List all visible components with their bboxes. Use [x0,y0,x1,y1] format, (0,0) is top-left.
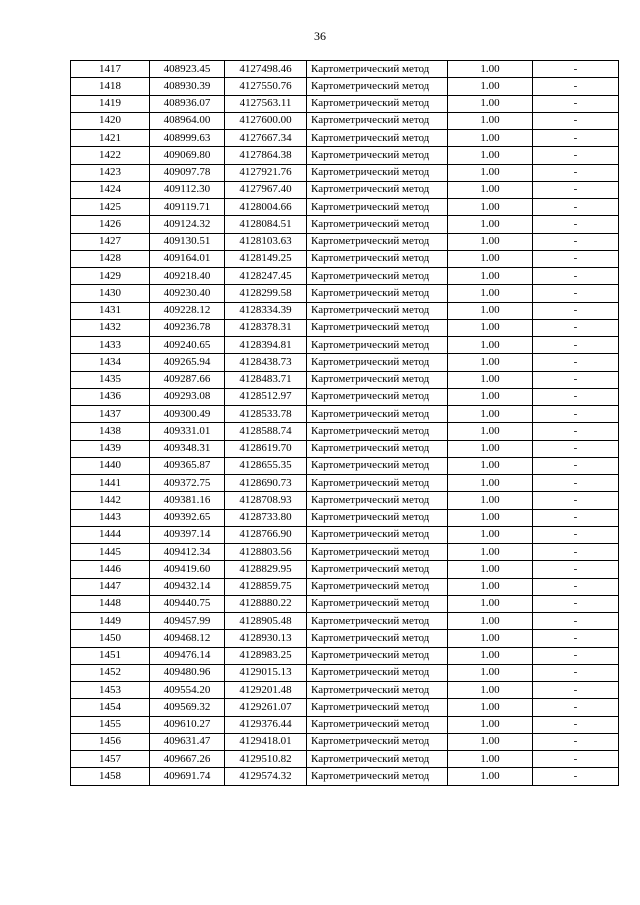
x-coordinate-cell: 409667.26 [150,751,225,768]
description-cell: - [533,199,619,216]
x-coordinate-cell: 409381.16 [150,492,225,509]
table-body [71,61,619,786]
x-coordinate-cell: 409432.14 [150,578,225,595]
point-number-cell: 1458 [71,768,150,785]
description-cell: - [533,285,619,302]
description-cell: - [533,130,619,147]
point-number-cell: 1445 [71,544,150,561]
method-cell: Картометрический метод [307,388,448,405]
x-coordinate-cell: 409228.12 [150,302,225,319]
accuracy-cell: 1.00 [448,181,533,198]
accuracy-cell: 1.00 [448,95,533,112]
point-number-cell: 1430 [71,285,150,302]
table-row [71,475,619,492]
x-coordinate-cell: 409112.30 [150,181,225,198]
table-row [71,233,619,250]
table-row [71,112,619,129]
description-cell: - [533,78,619,95]
y-coordinate-cell: 4127921.76 [225,164,307,181]
table-row [71,630,619,647]
accuracy-cell: 1.00 [448,388,533,405]
x-coordinate-cell: 409480.96 [150,664,225,681]
point-number-cell: 1421 [71,130,150,147]
table-row [71,440,619,457]
y-coordinate-cell: 4128103.63 [225,233,307,250]
x-coordinate-cell: 409164.01 [150,250,225,267]
description-cell: - [533,147,619,164]
table-row [71,337,619,354]
description-cell: - [533,250,619,267]
method-cell: Картометрический метод [307,630,448,647]
x-coordinate-cell: 409331.01 [150,423,225,440]
accuracy-cell: 1.00 [448,371,533,388]
accuracy-cell: 1.00 [448,164,533,181]
accuracy-cell: 1.00 [448,112,533,129]
accuracy-cell: 1.00 [448,78,533,95]
description-cell: - [533,613,619,630]
table-row [71,751,619,768]
y-coordinate-cell: 4128533.78 [225,406,307,423]
y-coordinate-cell: 4128483.71 [225,371,307,388]
point-number-cell: 1425 [71,199,150,216]
method-cell: Картометрический метод [307,112,448,129]
y-coordinate-cell: 4127667.34 [225,130,307,147]
x-coordinate-cell: 409691.74 [150,768,225,785]
table-row [71,544,619,561]
x-coordinate-cell: 409468.12 [150,630,225,647]
table-row [71,302,619,319]
accuracy-cell: 1.00 [448,561,533,578]
description-cell: - [533,61,619,78]
point-number-cell: 1418 [71,78,150,95]
accuracy-cell: 1.00 [448,613,533,630]
x-coordinate-cell: 408936.07 [150,95,225,112]
accuracy-cell: 1.00 [448,647,533,664]
x-coordinate-cell: 409365.87 [150,457,225,474]
method-cell: Картометрический метод [307,613,448,630]
method-cell: Картометрический метод [307,337,448,354]
x-coordinate-cell: 408930.39 [150,78,225,95]
table-row [71,509,619,526]
description-cell: - [533,181,619,198]
table-row [71,492,619,509]
description-cell: - [533,664,619,681]
y-coordinate-cell: 4128619.70 [225,440,307,457]
accuracy-cell: 1.00 [448,509,533,526]
point-number-cell: 1438 [71,423,150,440]
table-row [71,199,619,216]
point-number-cell: 1442 [71,492,150,509]
y-coordinate-cell: 4128004.66 [225,199,307,216]
table-row [71,319,619,336]
method-cell: Картометрический метод [307,95,448,112]
point-number-cell: 1437 [71,406,150,423]
point-number-cell: 1441 [71,475,150,492]
y-coordinate-cell: 4127967.40 [225,181,307,198]
y-coordinate-cell: 4128394.81 [225,337,307,354]
x-coordinate-cell: 409392.65 [150,509,225,526]
x-coordinate-cell: 408964.00 [150,112,225,129]
table-row [71,354,619,371]
description-cell: - [533,112,619,129]
method-cell: Картометрический метод [307,268,448,285]
table-row [71,371,619,388]
table-row [71,181,619,198]
accuracy-cell: 1.00 [448,578,533,595]
method-cell: Картометрический метод [307,664,448,681]
x-coordinate-cell: 409419.60 [150,561,225,578]
y-coordinate-cell: 4128247.45 [225,268,307,285]
point-number-cell: 1434 [71,354,150,371]
accuracy-cell: 1.00 [448,130,533,147]
point-number-cell: 1447 [71,578,150,595]
method-cell: Картометрический метод [307,751,448,768]
x-coordinate-cell: 409218.40 [150,268,225,285]
point-number-cell: 1424 [71,181,150,198]
x-coordinate-cell: 409457.99 [150,613,225,630]
method-cell: Картометрический метод [307,733,448,750]
accuracy-cell: 1.00 [448,716,533,733]
accuracy-cell: 1.00 [448,423,533,440]
method-cell: Картометрический метод [307,699,448,716]
y-coordinate-cell: 4129261.07 [225,699,307,716]
point-number-cell: 1427 [71,233,150,250]
point-number-cell: 1431 [71,302,150,319]
table-row [71,130,619,147]
table-row [71,285,619,302]
accuracy-cell: 1.00 [448,630,533,647]
accuracy-cell: 1.00 [448,319,533,336]
y-coordinate-cell: 4129376.44 [225,716,307,733]
accuracy-cell: 1.00 [448,302,533,319]
accuracy-cell: 1.00 [448,457,533,474]
x-coordinate-cell: 409631.47 [150,733,225,750]
page-number: 36 [314,29,326,43]
method-cell: Картометрический метод [307,406,448,423]
point-number-cell: 1429 [71,268,150,285]
table-row [71,95,619,112]
description-cell: - [533,699,619,716]
x-coordinate-cell: 409293.08 [150,388,225,405]
method-cell: Картометрический метод [307,371,448,388]
y-coordinate-cell: 4129418.01 [225,733,307,750]
table-row [71,61,619,78]
method-cell: Картометрический метод [307,475,448,492]
description-cell: - [533,751,619,768]
point-number-cell: 1444 [71,526,150,543]
method-cell: Картометрический метод [307,423,448,440]
description-cell: - [533,354,619,371]
method-cell: Картометрический метод [307,492,448,509]
accuracy-cell: 1.00 [448,337,533,354]
description-cell: - [533,371,619,388]
description-cell: - [533,440,619,457]
x-coordinate-cell: 409440.75 [150,595,225,612]
description-cell: - [533,406,619,423]
x-coordinate-cell: 408923.45 [150,61,225,78]
table-row [71,595,619,612]
description-cell: - [533,423,619,440]
point-number-cell: 1453 [71,682,150,699]
x-coordinate-cell: 409397.14 [150,526,225,543]
method-cell: Картометрический метод [307,78,448,95]
description-cell: - [533,768,619,785]
point-number-cell: 1420 [71,112,150,129]
description-cell: - [533,337,619,354]
description-cell: - [533,733,619,750]
description-cell: - [533,475,619,492]
method-cell: Картометрический метод [307,147,448,164]
y-coordinate-cell: 4128766.90 [225,526,307,543]
method-cell: Картометрический метод [307,544,448,561]
point-number-cell: 1448 [71,595,150,612]
accuracy-cell: 1.00 [448,61,533,78]
description-cell: - [533,164,619,181]
description-cell: - [533,544,619,561]
x-coordinate-cell: 409287.66 [150,371,225,388]
table-row [71,423,619,440]
x-coordinate-cell: 409300.49 [150,406,225,423]
table-row [71,578,619,595]
point-number-cell: 1426 [71,216,150,233]
y-coordinate-cell: 4128334.39 [225,302,307,319]
x-coordinate-cell: 408999.63 [150,130,225,147]
accuracy-cell: 1.00 [448,544,533,561]
x-coordinate-cell: 409476.14 [150,647,225,664]
table-row [71,457,619,474]
table-row [71,682,619,699]
method-cell: Картометрический метод [307,440,448,457]
table-row [71,613,619,630]
point-number-cell: 1433 [71,337,150,354]
x-coordinate-cell: 409124.32 [150,216,225,233]
y-coordinate-cell: 4129510.82 [225,751,307,768]
accuracy-cell: 1.00 [448,751,533,768]
table-row [71,216,619,233]
y-coordinate-cell: 4127600.00 [225,112,307,129]
point-number-cell: 1449 [71,613,150,630]
method-cell: Картометрический метод [307,164,448,181]
method-cell: Картометрический метод [307,130,448,147]
method-cell: Картометрический метод [307,561,448,578]
x-coordinate-cell: 409372.75 [150,475,225,492]
method-cell: Картометрический метод [307,716,448,733]
point-number-cell: 1454 [71,699,150,716]
table-row [71,733,619,750]
table-row [71,768,619,785]
point-number-cell: 1455 [71,716,150,733]
point-number-cell: 1457 [71,751,150,768]
y-coordinate-cell: 4128588.74 [225,423,307,440]
x-coordinate-cell: 409554.20 [150,682,225,699]
method-cell: Картометрический метод [307,768,448,785]
y-coordinate-cell: 4129015.13 [225,664,307,681]
table-row [71,699,619,716]
y-coordinate-cell: 4129574.32 [225,768,307,785]
accuracy-cell: 1.00 [448,595,533,612]
method-cell: Картометрический метод [307,181,448,198]
description-cell: - [533,578,619,595]
x-coordinate-cell: 409130.51 [150,233,225,250]
coordinates-table [70,60,619,786]
x-coordinate-cell: 409610.27 [150,716,225,733]
method-cell: Картометрический метод [307,595,448,612]
method-cell: Картометрический метод [307,457,448,474]
table-row [71,164,619,181]
method-cell: Картометрический метод [307,199,448,216]
description-cell: - [533,509,619,526]
y-coordinate-cell: 4128708.93 [225,492,307,509]
x-coordinate-cell: 409265.94 [150,354,225,371]
table-row [71,268,619,285]
method-cell: Картометрический метод [307,319,448,336]
y-coordinate-cell: 4128880.22 [225,595,307,612]
description-cell: - [533,233,619,250]
method-cell: Картометрический метод [307,61,448,78]
accuracy-cell: 1.00 [448,475,533,492]
y-coordinate-cell: 4128905.48 [225,613,307,630]
method-cell: Картометрический метод [307,682,448,699]
point-number-cell: 1443 [71,509,150,526]
description-cell: - [533,716,619,733]
y-coordinate-cell: 4129201.48 [225,682,307,699]
y-coordinate-cell: 4127498.46 [225,61,307,78]
y-coordinate-cell: 4127550.76 [225,78,307,95]
description-cell: - [533,630,619,647]
method-cell: Картометрический метод [307,526,448,543]
accuracy-cell: 1.00 [448,199,533,216]
table-row [71,406,619,423]
table-row [71,78,619,95]
point-number-cell: 1435 [71,371,150,388]
point-number-cell: 1422 [71,147,150,164]
accuracy-cell: 1.00 [448,682,533,699]
description-cell: - [533,268,619,285]
description-cell: - [533,319,619,336]
table-row [71,526,619,543]
description-cell: - [533,216,619,233]
y-coordinate-cell: 4128690.73 [225,475,307,492]
point-number-cell: 1440 [71,457,150,474]
y-coordinate-cell: 4127563.11 [225,95,307,112]
point-number-cell: 1451 [71,647,150,664]
x-coordinate-cell: 409069.80 [150,147,225,164]
x-coordinate-cell: 409569.32 [150,699,225,716]
point-number-cell: 1436 [71,388,150,405]
table-row [71,561,619,578]
description-cell: - [533,95,619,112]
y-coordinate-cell: 4128084.51 [225,216,307,233]
y-coordinate-cell: 4128859.75 [225,578,307,595]
y-coordinate-cell: 4128803.56 [225,544,307,561]
point-number-cell: 1439 [71,440,150,457]
y-coordinate-cell: 4128829.95 [225,561,307,578]
accuracy-cell: 1.00 [448,285,533,302]
accuracy-cell: 1.00 [448,733,533,750]
accuracy-cell: 1.00 [448,492,533,509]
point-number-cell: 1419 [71,95,150,112]
y-coordinate-cell: 4128149.25 [225,250,307,267]
accuracy-cell: 1.00 [448,664,533,681]
method-cell: Картометрический метод [307,647,448,664]
accuracy-cell: 1.00 [448,699,533,716]
point-number-cell: 1446 [71,561,150,578]
x-coordinate-cell: 409348.31 [150,440,225,457]
x-coordinate-cell: 409236.78 [150,319,225,336]
point-number-cell: 1452 [71,664,150,681]
method-cell: Картометрический метод [307,285,448,302]
table-row [71,664,619,681]
x-coordinate-cell: 409119.71 [150,199,225,216]
description-cell: - [533,595,619,612]
y-coordinate-cell: 4128733.80 [225,509,307,526]
description-cell: - [533,561,619,578]
point-number-cell: 1417 [71,61,150,78]
description-cell: - [533,457,619,474]
description-cell: - [533,682,619,699]
y-coordinate-cell: 4128512.97 [225,388,307,405]
description-cell: - [533,526,619,543]
description-cell: - [533,388,619,405]
table-row [71,716,619,733]
method-cell: Картометрический метод [307,216,448,233]
table-row [71,647,619,664]
y-coordinate-cell: 4128438.73 [225,354,307,371]
method-cell: Картометрический метод [307,302,448,319]
accuracy-cell: 1.00 [448,216,533,233]
x-coordinate-cell: 409412.34 [150,544,225,561]
accuracy-cell: 1.00 [448,250,533,267]
accuracy-cell: 1.00 [448,440,533,457]
x-coordinate-cell: 409240.65 [150,337,225,354]
table-row [71,250,619,267]
accuracy-cell: 1.00 [448,354,533,371]
description-cell: - [533,647,619,664]
description-cell: - [533,302,619,319]
method-cell: Картометрический метод [307,250,448,267]
accuracy-cell: 1.00 [448,268,533,285]
y-coordinate-cell: 4128983.25 [225,647,307,664]
accuracy-cell: 1.00 [448,768,533,785]
accuracy-cell: 1.00 [448,147,533,164]
point-number-cell: 1423 [71,164,150,181]
x-coordinate-cell: 409230.40 [150,285,225,302]
point-number-cell: 1456 [71,733,150,750]
y-coordinate-cell: 4127864.38 [225,147,307,164]
method-cell: Картометрический метод [307,233,448,250]
accuracy-cell: 1.00 [448,526,533,543]
method-cell: Картометрический метод [307,578,448,595]
point-number-cell: 1450 [71,630,150,647]
y-coordinate-cell: 4128655.35 [225,457,307,474]
description-cell: - [533,492,619,509]
table-row [71,388,619,405]
table-row [71,147,619,164]
y-coordinate-cell: 4128299.58 [225,285,307,302]
method-cell: Картометрический метод [307,509,448,526]
point-number-cell: 1432 [71,319,150,336]
y-coordinate-cell: 4128378.31 [225,319,307,336]
method-cell: Картометрический метод [307,354,448,371]
point-number-cell: 1428 [71,250,150,267]
x-coordinate-cell: 409097.78 [150,164,225,181]
accuracy-cell: 1.00 [448,406,533,423]
y-coordinate-cell: 4128930.13 [225,630,307,647]
accuracy-cell: 1.00 [448,233,533,250]
